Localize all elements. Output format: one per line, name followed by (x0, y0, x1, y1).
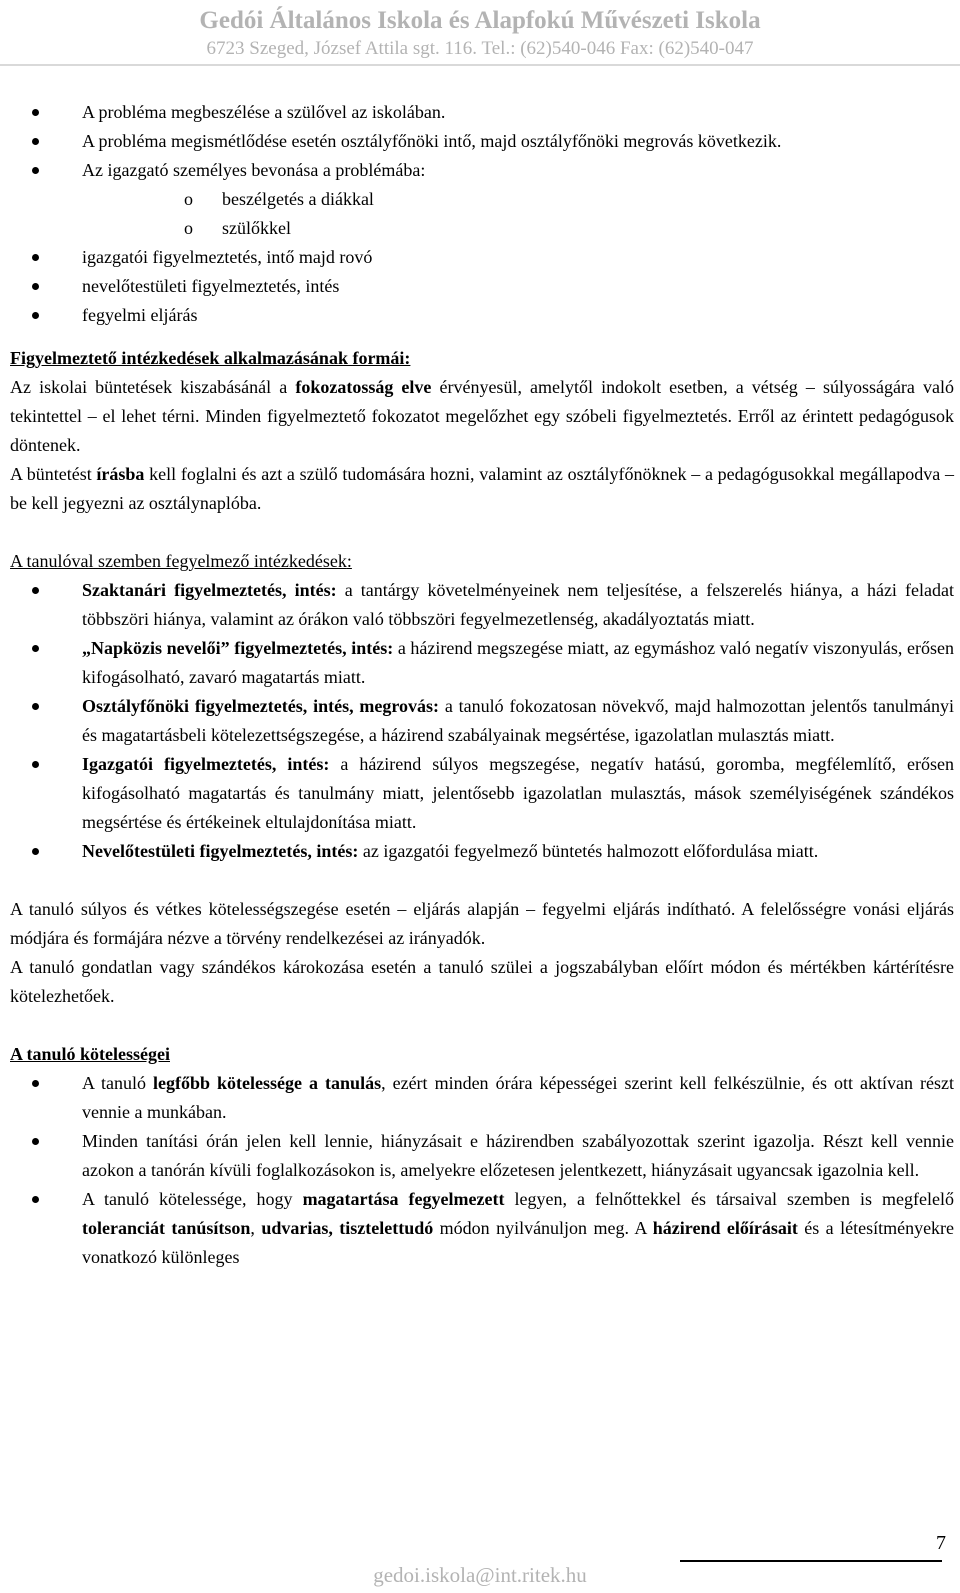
bold-term: magatartása fegyelmezett (302, 1189, 505, 1209)
item-text: a házirend megszegése miatt, az egymáshoz való negatív viszonyulás, erősen kifogásolható, zavaró magatartás miatt. (82, 638, 955, 687)
list-item: A probléma megbeszélése a szülővel az iskolában. (10, 98, 954, 127)
paragraph-damages: A tanuló gondatlan vagy szándékos károkozása esetén a tanuló szülei a jogszabályban előírt módon és mértékben kártérítésre kötelezhetőek. (10, 957, 954, 1006)
text-run: módon nyilvánuljon meg. A (433, 1218, 653, 1238)
list-item: A probléma megismétlődése esetén osztályfőnöki intő, majd osztályfőnöki megrovás következik. (10, 127, 954, 156)
list-item (10, 837, 954, 866)
text-run: Az iskolai büntetések kiszabásánál a (10, 377, 296, 397)
item-text: a házirend súlyos megszegése, negatív hatású, goromba, megfélemlítő, erősen kifogásolható magatartás és tanulmány miatt, jelentősebb igazolatlan mulasztás, mások személyiségének szándékos megsértése és értékeinek eltulajdonítása miatt. (82, 754, 954, 832)
sub-list-item: o beszélgetés a diákkal (82, 185, 954, 214)
bold-term: fokozatosság elve (295, 377, 432, 397)
header-divider (0, 64, 960, 66)
item-label: Igazgatói figyelmeztetés, intés: (82, 754, 330, 774)
text-run: A tanuló (82, 1073, 154, 1093)
list-item (10, 156, 954, 243)
item-label: Osztályfőnöki figyelmeztetés, intés, megrovás: (82, 696, 440, 716)
section-heading-forms: Figyelmeztető intézkedések alkalmazásának formái: (10, 348, 411, 368)
footer-divider (680, 1560, 942, 1562)
text-run: , (250, 1218, 262, 1238)
list-item (10, 576, 954, 634)
heading-text: A tanulóval szemben fegyelmező intézkedések (10, 551, 347, 571)
list-item (10, 1185, 954, 1272)
footer-email: gedoi.iskola@int.ritek.hu (373, 1563, 587, 1587)
discipline-list (10, 576, 954, 866)
text-run: legyen, a felnőttekkel és társaival szemben is megfelelő (504, 1189, 955, 1209)
item-text: a tanuló fokozatosan növekvő, majd halmozottan jelentős tanulmányi és magatartásbeli kötelezettségszegése, a házirend szabályainak megsértése, igazolatlan mulasztás miatt. (82, 696, 954, 745)
list-item (10, 1069, 954, 1127)
item-text: az igazgatói fegyelmező büntetés halmozott előfordulása miatt. (358, 841, 819, 861)
item-label: Szaktanári figyelmeztetés, intés: (82, 580, 337, 600)
item-label: „Napközis nevelői” figyelmeztetés, intés: (82, 638, 394, 658)
section-heading-duties: A tanuló kötelességei (10, 1044, 170, 1064)
sub-list-item: o szülőkkel (82, 214, 954, 243)
text-run: A büntetést (10, 464, 97, 484)
heading-suffix: : (346, 551, 352, 571)
bold-term: udvarias, tisztelettudó (261, 1218, 434, 1238)
list-item (10, 692, 954, 750)
list-item: Minden tanítási órán jelen kell lennie, hiányzásait e házirendben szabályozottak szerint igazolja. Részt kell vennie azokon a tanórán kívüli foglalkozásokon is, amelyekre előzetesen jelentkezett, hiányzásait ugyancsak igazolnia kell. (10, 1127, 954, 1185)
list-item-text: Az igazgató személyes bevonása a problémába: (82, 160, 426, 180)
text-run: A tanuló kötelessége, hogy (82, 1189, 303, 1209)
text-run: , ezért minden órára képességei szerint kell felkészülnie, és ott aktívan részt vennie a munkában. (82, 1073, 955, 1122)
paragraph-written (10, 460, 954, 518)
sub-list (82, 185, 954, 243)
section-heading-discipline (10, 547, 954, 576)
paragraph-gradualness (10, 373, 954, 460)
text-run: kell foglalni és azt a szülő tudomására hozni, valamint az osztályfőnöknek – a pedagógusokkal megállapodva – be kell jegyezni az osztálynaplóba. (10, 464, 955, 513)
duties-list (10, 1069, 954, 1272)
list-item (10, 750, 954, 837)
bold-term: toleranciát tanúsítson (82, 1218, 251, 1238)
page-number: 7 (936, 1532, 946, 1554)
list-item (10, 634, 954, 692)
bold-term: írásba (96, 464, 145, 484)
list-item: nevelőtestületi figyelmeztetés, intés (10, 272, 954, 301)
school-address: 6723 Szeged, József Attila sgt. 116. Tel.: (62)540-046 Fax: (62)540-047 (206, 38, 754, 59)
text-run: érvényesül, amelytől indokolt esetben, a vétség – súlyosságára való tekintettel – el lehet térni. Minden figyelmeztető fokozatot megelőzhet egy szóbeli figyelmeztetés. Erről az érintett pedagógusok döntenek. (10, 377, 954, 455)
bold-term: legfőbb kötelessége a tanulás (153, 1073, 382, 1093)
list-item: fegyelmi eljárás (10, 301, 954, 330)
school-name: Gedói Általános Iskola és Alapfokú Művészeti Iskola (199, 7, 761, 34)
text-run: és a létesítményekre vonatkozó különleges (82, 1218, 955, 1267)
item-label: Nevelőtestületi figyelmeztetés, intés: (82, 841, 359, 861)
item-text: a tantárgy követelményeinek nem teljesítése, a felszerelés hiánya, a házi feladat többszöri hiánya, valamint az órákon való többszöri fegyelmezetlenség, akadályoztatás miatt. (82, 580, 954, 629)
paragraph-disciplinary-procedure: A tanuló súlyos és vétkes kötelességszegése esetén – eljárás alapján – fegyelmi eljárás indítható. A felelősségre vonási eljárás módjára és formájára nézve a törvény rendelkezései az irányadók. (10, 899, 954, 948)
list-item: igazgatói figyelmeztetés, intő majd rovó (10, 243, 954, 272)
bold-term: házirend előírásait (652, 1218, 798, 1238)
escalation-list (10, 98, 954, 330)
document-body (10, 98, 954, 1272)
